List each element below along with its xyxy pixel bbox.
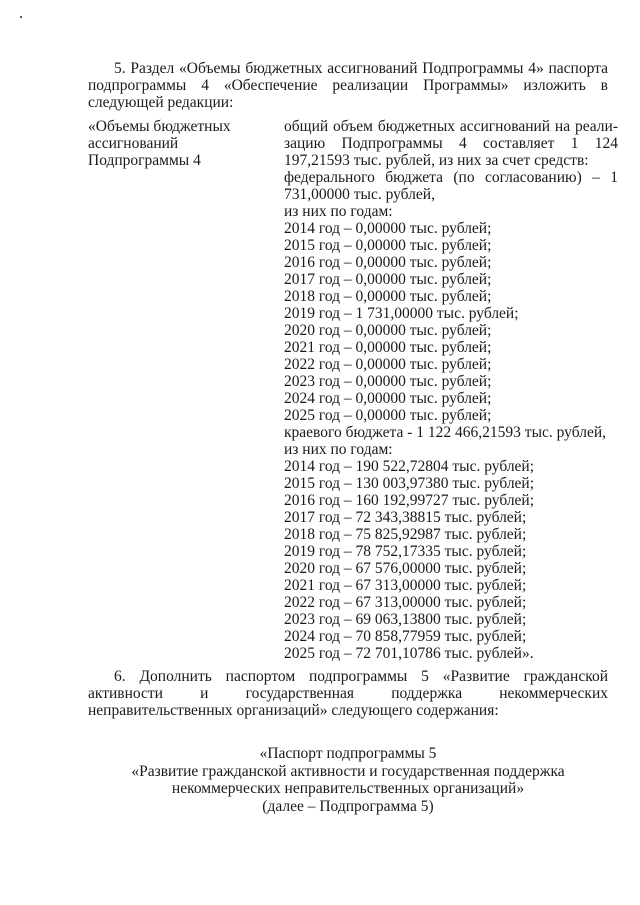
regional-year-line: 2025 год – 72 701,10786 тыс. рублей».: [284, 645, 534, 662]
regional-year-line: 2016 год – 160 192,99727 тыс. рублей;: [284, 492, 535, 509]
section-6-paragraph: [88, 668, 608, 719]
regional-years-header: из них по годам:: [284, 441, 393, 458]
regional-year-line: 2022 год – 67 313,00000 тыс. рублей;: [284, 594, 527, 611]
regional-year-line: 2020 год – 67 576,00000 тыс. рублей;: [284, 560, 527, 577]
regional-year-line: 2021 год – 67 313,00000 тыс. рублей;: [284, 577, 527, 594]
federal-year-line: 2017 год – 0,00000 тыс. рублей;: [284, 271, 492, 288]
passport-4-label-line: ассигнований: [88, 135, 179, 152]
passport-4-label-line: Подпрограммы 4: [88, 152, 201, 169]
total-amount-line: 197,21593 тыс. рублей, из них за счет средств:: [284, 152, 589, 169]
passport-5-heading-line: «Развитие гражданской активности и государственная поддержка: [131, 762, 565, 780]
passport-4-label-line: «Объемы бюджетных: [88, 118, 231, 135]
federal-years-header: из них по годам:: [284, 203, 393, 220]
section-5-paragraph: [88, 60, 608, 111]
federal-year-line: 2024 год – 0,00000 тыс. рублей;: [284, 390, 492, 407]
passport-5-heading-line: (далее – Подпрограмма 5): [262, 797, 434, 815]
passport-5-heading-line: некоммерческих неправительственных организаций»: [171, 780, 525, 797]
regional-year-line: 2015 год – 130 003,97380 тыс. рублей;: [284, 475, 535, 492]
federal-year-line: 2019 год – 1 731,00000 тыс. рублей;: [284, 305, 519, 322]
federal-budget-line: федерального бюджета (по согласованию) – 1: [284, 169, 618, 186]
total-amount-line: общий объем бюджетных ассигнований на реали-: [284, 118, 618, 135]
federal-year-line: 2022 год – 0,00000 тыс. рублей;: [284, 356, 492, 373]
federal-year-line: 2025 год – 0,00000 тыс. рублей;: [284, 407, 492, 424]
federal-year-line: 2015 год – 0,00000 тыс. рублей;: [284, 237, 492, 254]
section-6-text: 6. Дополнить паспортом подпрограммы 5 «Развитие гражданской активности и государственная поддержка некоммерческих неправительственных организаций» следующего содержания:: [88, 668, 608, 719]
total-amount-line: зацию Подпрограммы 4 составляет 1 124: [284, 135, 618, 152]
federal-year-line: 2018 год – 0,00000 тыс. рублей;: [284, 288, 492, 305]
regional-year-line: 2014 год – 190 522,72804 тыс. рублей;: [284, 458, 535, 475]
regional-year-line: 2019 год – 78 752,17335 тыс. рублей;: [284, 543, 527, 560]
regional-year-line: 2017 год – 72 343,38815 тыс. рублей;: [284, 509, 527, 526]
federal-year-line: 2014 год – 0,00000 тыс. рублей;: [284, 220, 492, 237]
regional-budget-line: краевого бюджета - 1 122 466,21593 тыс. рублей,: [284, 424, 606, 441]
passport-5-heading-line: «Паспорт подпрограммы 5: [259, 745, 437, 762]
regional-year-line: 2018 год – 75 825,92987 тыс. рублей;: [284, 526, 527, 543]
passport-4-value: [284, 118, 618, 662]
federal-budget-line: 731,00000 тыс. рублей,: [284, 186, 435, 203]
passport-4-label: [88, 118, 258, 169]
federal-year-line: 2020 год – 0,00000 тыс. рублей;: [284, 322, 492, 339]
regional-year-line: 2023 год – 69 063,13800 тыс. рублей;: [284, 611, 527, 628]
section-5-text: 5. Раздел «Объемы бюджетных ассигнований Подпрограммы 4» паспорта подпрограммы 4 «Обеспечение реализации Программы» изложить в следующей редакции:: [88, 60, 608, 111]
federal-year-line: 2023 год – 0,00000 тыс. рублей;: [284, 373, 492, 390]
federal-year-line: 2021 год – 0,00000 тыс. рублей;: [284, 339, 492, 356]
regional-year-line: 2024 год – 70 858,77959 тыс. рублей;: [284, 628, 527, 645]
passport-5-heading: [88, 745, 608, 815]
federal-year-line: 2016 год – 0,00000 тыс. рублей;: [284, 254, 492, 271]
scan-dot: [20, 16, 22, 18]
